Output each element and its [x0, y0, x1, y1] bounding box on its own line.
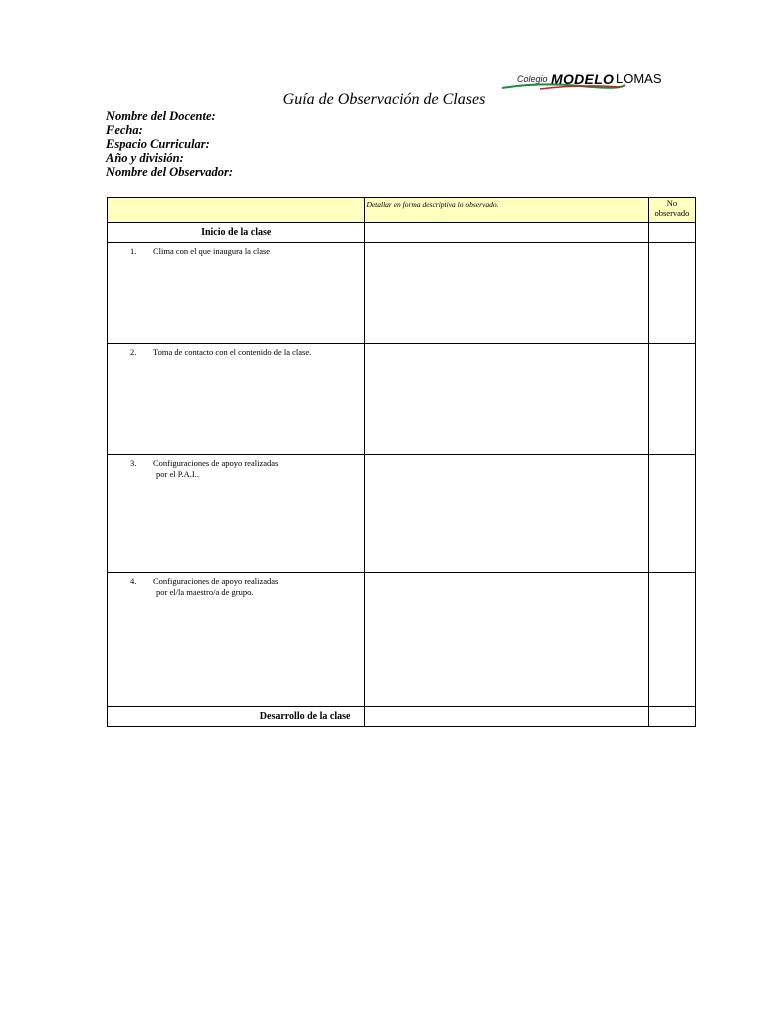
item-label	[108, 455, 365, 573]
field-year-division: Año y división:	[106, 151, 184, 165]
header-no-line1: No	[666, 198, 678, 208]
table-row	[108, 455, 696, 573]
section-row-development	[108, 707, 696, 727]
table-row	[108, 344, 696, 455]
item-text: Toma de contacto con el contenido de la clase.	[153, 347, 312, 357]
header-no-observed	[648, 198, 695, 223]
section-label-development: Desarrollo de la clase	[108, 707, 365, 727]
logo-name-regular: LOMAS	[616, 71, 662, 86]
item-detail-cell[interactable]	[365, 243, 648, 344]
item-number: 1.	[130, 246, 137, 256]
item-label	[108, 243, 365, 344]
header-empty-cell	[108, 198, 365, 223]
logo-name-bold: MODELO	[551, 71, 615, 87]
table-row	[108, 573, 696, 707]
item-no-obs-cell[interactable]	[648, 573, 695, 707]
item-number: 4.	[130, 576, 137, 586]
section-detail-cell[interactable]	[365, 223, 648, 243]
item-detail-cell[interactable]	[365, 455, 648, 573]
item-no-obs-cell[interactable]	[648, 455, 695, 573]
item-text: Configuraciones de apoyo realizadas	[153, 576, 279, 586]
table-header-row	[108, 198, 696, 223]
section-no-obs-cell[interactable]	[648, 707, 695, 727]
field-subject: Espacio Curricular:	[106, 137, 210, 151]
section-detail-cell[interactable]	[365, 707, 648, 727]
header-fields	[106, 109, 233, 179]
section-row-start	[108, 223, 696, 243]
field-teacher-name: Nombre del Docente:	[106, 109, 216, 123]
item-number: 2.	[130, 347, 137, 357]
field-observer-name: Nombre del Observador:	[106, 165, 234, 179]
logo-prefix: Colegio	[517, 74, 548, 84]
item-label	[108, 344, 365, 455]
item-label	[108, 573, 365, 707]
item-detail-cell[interactable]	[365, 344, 648, 455]
item-no-obs-cell[interactable]	[648, 344, 695, 455]
item-no-obs-cell[interactable]	[648, 243, 695, 344]
header-no-line2: observado	[654, 207, 690, 218]
table-row	[108, 243, 696, 344]
field-date: Fecha:	[106, 123, 143, 137]
item-text-cont: por el/la maestro/a de grupo.	[156, 587, 254, 597]
item-number: 3.	[130, 458, 137, 468]
item-text: Configuraciones de apoyo realizadas	[153, 458, 279, 468]
header-detail: Detallar en forma descriptiva lo observado.	[365, 198, 648, 223]
observation-table	[107, 197, 696, 727]
item-detail-cell[interactable]	[365, 573, 648, 707]
item-text: Clima con el que inaugura la clase	[153, 246, 271, 256]
item-text-cont: por el P.A.I..	[156, 469, 199, 479]
section-label-start: Inicio de la clase	[108, 223, 365, 243]
page-title: Guía de Observación de Clases	[282, 91, 486, 108]
section-no-obs-cell[interactable]	[648, 223, 695, 243]
